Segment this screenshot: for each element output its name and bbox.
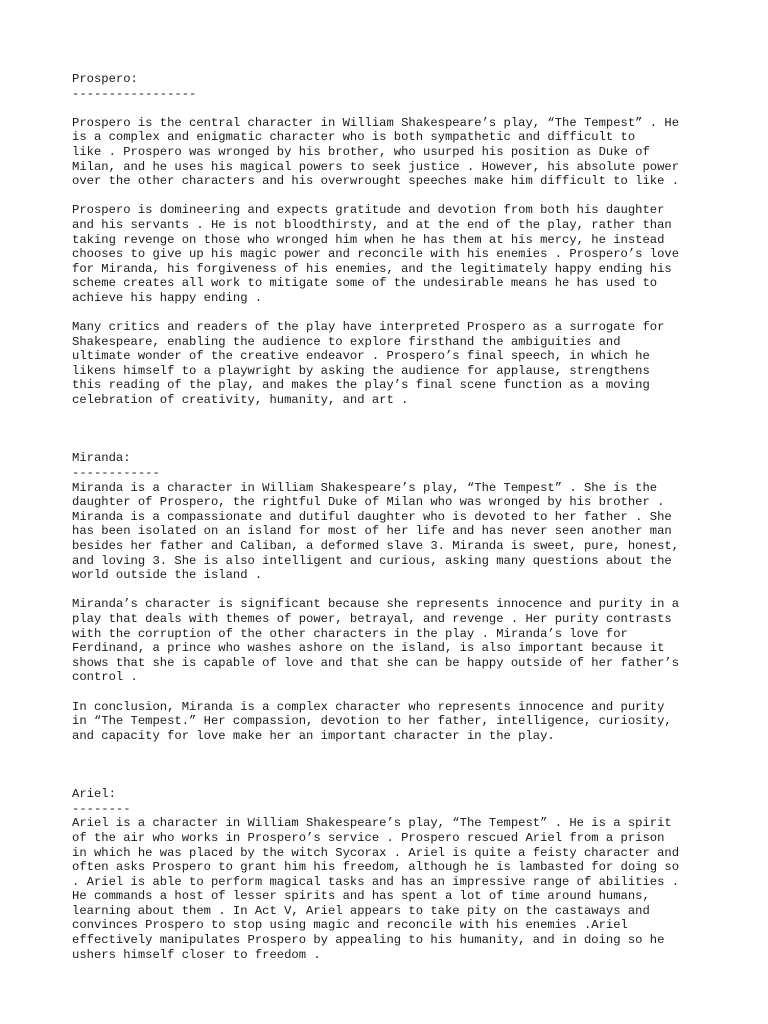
text-line: besides her father and Caliban, a deformed slave 3. Miranda is sweet, pure, honest, — [72, 539, 680, 554]
text-line: with the corruption of the other characters in the play . Miranda’s love for — [72, 626, 628, 641]
text-line: scheme creates all work to mitigate some of the undesirable means he has used to — [72, 276, 658, 291]
heading-underline: ----------------- — [72, 86, 197, 101]
text-line: like . Prospero was wronged by his brother, who usurped his position as Duke of — [72, 144, 650, 159]
text-line: control . — [72, 670, 138, 685]
heading-underline: ------------ — [72, 466, 160, 481]
paragraph — [72, 320, 712, 408]
text-line: this reading of the play, and makes the play’s final scene function as a moving — [72, 378, 650, 393]
section-heading: Ariel: — [72, 787, 116, 802]
text-line: In conclusion, Miranda is a complex character who represents innocence and purity — [72, 699, 665, 714]
paragraph — [72, 203, 712, 305]
text-line: shows that she is capable of love and that she can be happy outside of her father’s — [72, 655, 680, 670]
text-line: Miranda is a character in William Shakespeare’s play, “The Tempest” . She is the — [72, 480, 658, 495]
text-line: in which he was placed by the witch Sycorax . Ariel is quite a feisty character and — [72, 845, 680, 860]
paragraph — [72, 700, 712, 744]
document-page — [72, 72, 712, 962]
text-line: Ferdinand, a prince who washes ashore on the island, is also important because it — [72, 641, 665, 656]
text-line: taking revenge on those who wronged him when he has them at his mercy, he instead — [72, 232, 665, 247]
text-line: effectively manipulates Prospero by appealing to his humanity, and in doing so he — [72, 933, 665, 948]
text-line: Prospero is the central character in William Shakespeare’s play, “The Tempest” . He — [72, 115, 680, 130]
text-line: chooses to give up his magic power and reconcile with his enemies . Prospero’s love — [72, 247, 680, 262]
text-line: ultimate wonder of the creative endeavor . Prospero’s final speech, in which he — [72, 349, 650, 364]
paragraph — [72, 116, 712, 189]
text-line: for Miranda, his forgiveness of his enemies, and the legitimately happy ending his — [72, 261, 672, 276]
section-heading: Miranda: — [72, 451, 131, 466]
text-line: Prospero is domineering and expects gratitude and devotion from both his daughter — [72, 203, 665, 218]
text-line: in “The Tempest.” Her compassion, devotion to her father, intelligence, curiosity, — [72, 714, 672, 729]
text-line: . Ariel is able to perform magical tasks and has an impressive range of abilities . — [72, 874, 680, 889]
text-line: He commands a host of lesser spirits and has spent a lot of time around humans, — [72, 889, 650, 904]
text-line: achieve his happy ending . — [72, 290, 263, 305]
text-line: Miranda’s character is significant because she represents innocence and purity in a — [72, 597, 680, 612]
paragraph — [72, 816, 712, 962]
text-line: learning about them . In Act V, Ariel appears to take pity on the castaways and — [72, 903, 650, 918]
text-line: is a complex and enigmatic character who is both sympathetic and difficult to — [72, 130, 636, 145]
text-line: Milan, and he uses his magical powers to seek justice . However, his absolute power — [72, 159, 680, 174]
text-line: and loving 3. She is also intelligent and curious, asking many questions about the — [72, 553, 672, 568]
paragraph — [72, 481, 712, 583]
paragraph — [72, 597, 712, 685]
section-heading: Prospero: — [72, 72, 138, 86]
text-line: over the other characters and his overwrought speeches make him difficult to like . — [72, 174, 680, 189]
section-ariel — [72, 787, 712, 962]
text-line: and capacity for love make her an important character in the play. — [72, 728, 555, 743]
text-line: of the air who works in Prospero’s service . Prospero rescued Ariel from a prison — [72, 830, 665, 845]
text-line: Miranda is a compassionate and dutiful daughter who is devoted to her father . She — [72, 509, 672, 524]
text-line: has been isolated on an island for most of her life and has never seen another man — [72, 524, 672, 539]
section-miranda — [72, 451, 712, 743]
text-line: Shakespeare, enabling the audience to explore firsthand the ambiguities and — [72, 334, 621, 349]
text-line: ushers himself closer to freedom . — [72, 947, 321, 962]
text-line: Many critics and readers of the play have interpreted Prospero as a surrogate for — [72, 320, 665, 335]
heading-underline: -------- — [72, 801, 131, 816]
section-prospero — [72, 72, 712, 408]
text-line: daughter of Prospero, the rightful Duke of Milan who was wronged by his brother . — [72, 495, 665, 510]
text-line: and his servants . He is not bloodthirsty, and at the end of the play, rather than — [72, 217, 672, 232]
text-line: world outside the island . — [72, 568, 263, 583]
text-line: convinces Prospero to stop using magic and reconcile with his enemies .Ariel — [72, 918, 628, 933]
text-line: Ariel is a character in William Shakespeare’s play, “The Tempest” . He is a spirit — [72, 816, 672, 831]
text-line: often asks Prospero to grant him his freedom, although he is lambasted for doing so — [72, 860, 680, 875]
text-line: likens himself to a playwright by asking the audience for applause, strengthens — [72, 363, 650, 378]
text-line: play that deals with themes of power, betrayal, and revenge . Her purity contrasts — [72, 611, 672, 626]
text-line: celebration of creativity, humanity, and art . — [72, 393, 409, 408]
